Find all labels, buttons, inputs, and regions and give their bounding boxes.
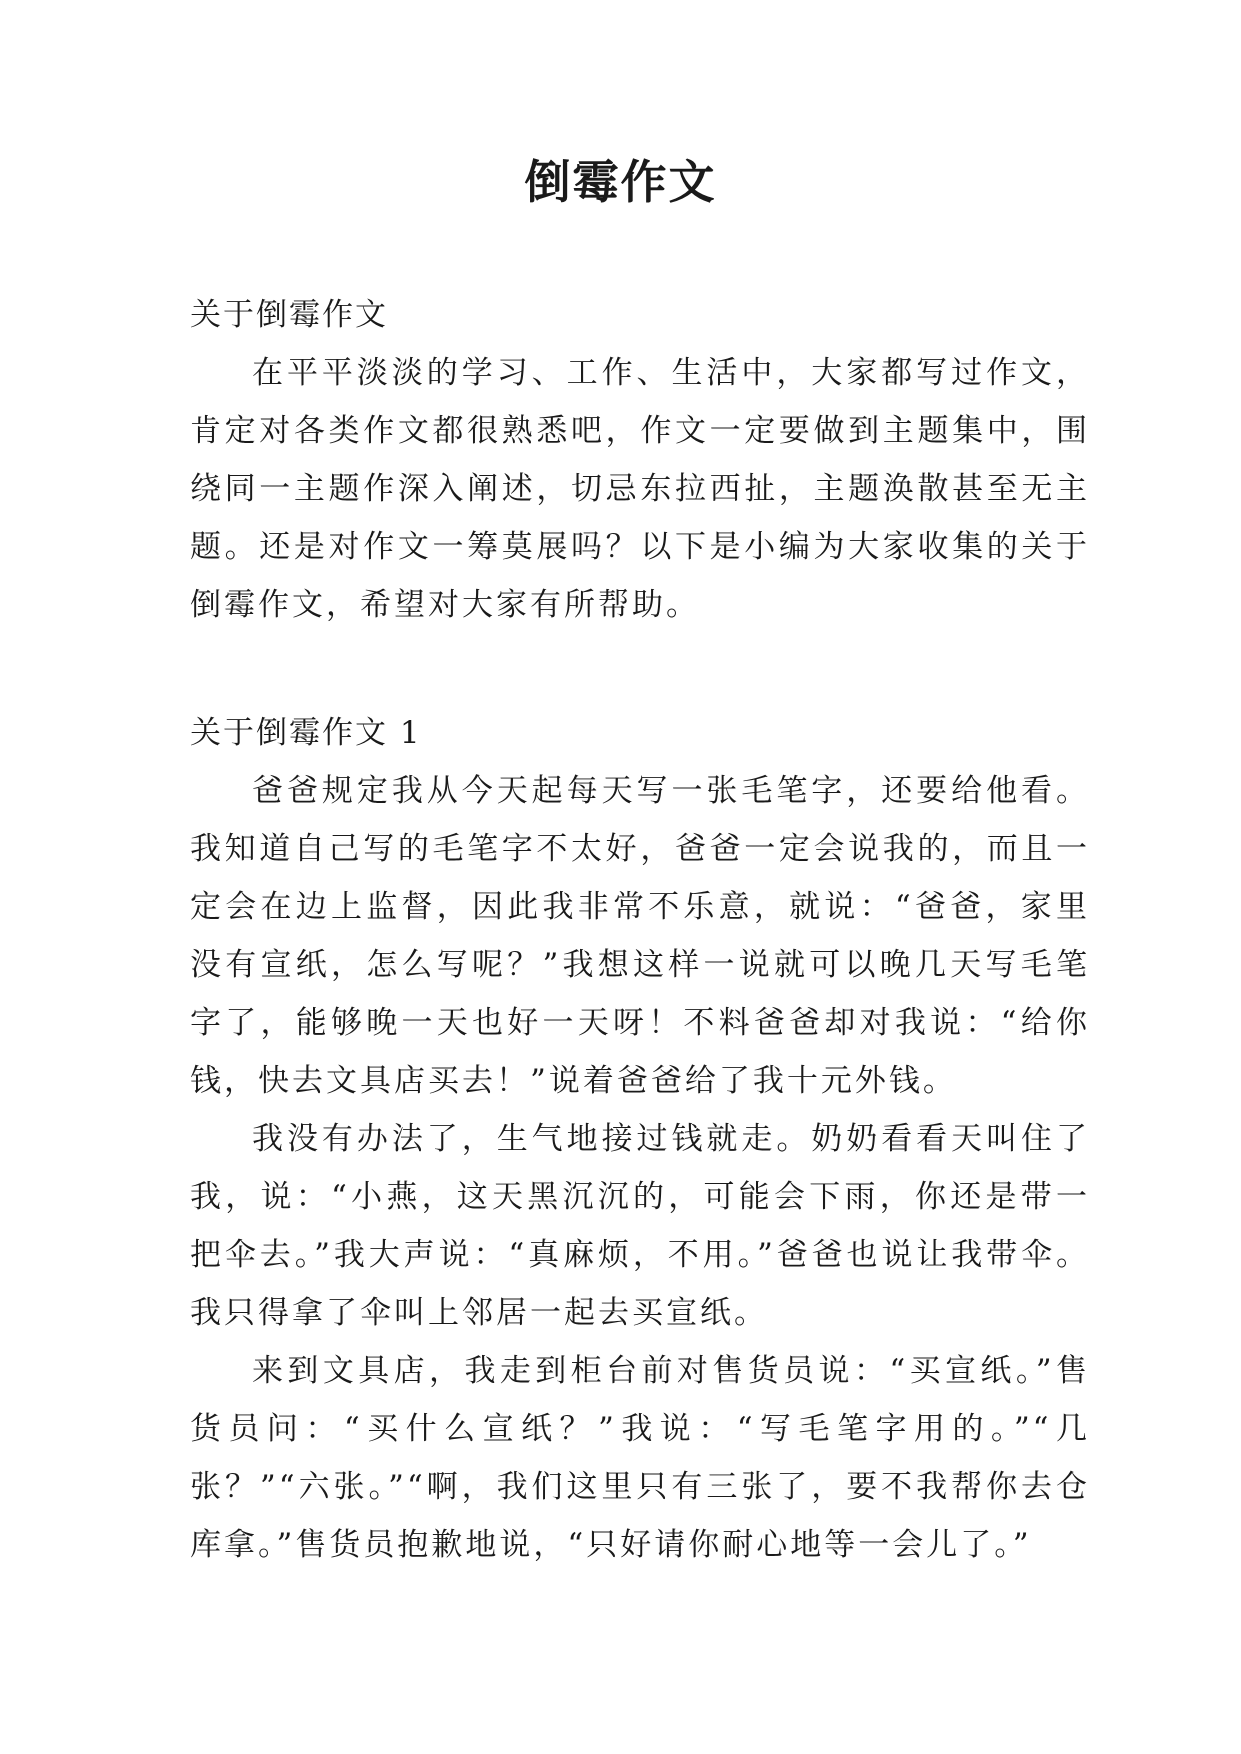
intro-heading: 关于倒霉作文	[190, 297, 388, 333]
section-gap	[190, 634, 1090, 692]
section1-paragraph-1: 爸爸规定我从今天起每天写一张毛笔字，还要给他看。我知道自己写的毛笔字不太好，爸爸一定会说我的，而且一定会在边上监督，因此我非常不乐意，就说：“爸爸，家里没有宣纸，怎么写呢？”我想这样一说就可以晚几天写毛笔字了，能够晚一天也好一天呀！不料爸爸却对我说：“给你钱，快去文具店买去！”说着爸爸给了我十元外钱。	[190, 773, 1090, 1099]
document-body	[190, 286, 1090, 1574]
intro-paragraph: 在平平淡淡的学习、工作、生活中，大家都写过作文，肯定对各类作文都很熟悉吧，作文一定要做到主题集中，围绕同一主题作深入阐述，切忌东拉西扯，主题涣散甚至无主题。还是对作文一筹莫展吗？以下是小编为大家收集的关于倒霉作文，希望对大家有所帮助。	[190, 355, 1090, 623]
section1-heading: 关于倒霉作文 1	[190, 715, 422, 751]
section1-paragraph-2: 我没有办法了，生气地接过钱就走。奶奶看看天叫住了我，说：“小燕，这天黑沉沉的，可能会下雨，你还是带一把伞去。”我大声说：“真麻烦，不用。”爸爸也说让我带伞。我只得拿了伞叫上邻居一起去买宣纸。	[190, 1121, 1090, 1331]
section1-paragraph-3: 来到文具店，我走到柜台前对售货员说：“买宣纸。”售货员问：“买什么宣纸？”我说：“写毛笔字用的。”“几张？”“六张。”“啊，我们这里只有三张了，要不我帮你去仓库拿。”售货员抱歉地说，“只好请你耐心地等一会儿了。”	[190, 1353, 1090, 1563]
document-title: 倒霉作文	[524, 155, 717, 209]
